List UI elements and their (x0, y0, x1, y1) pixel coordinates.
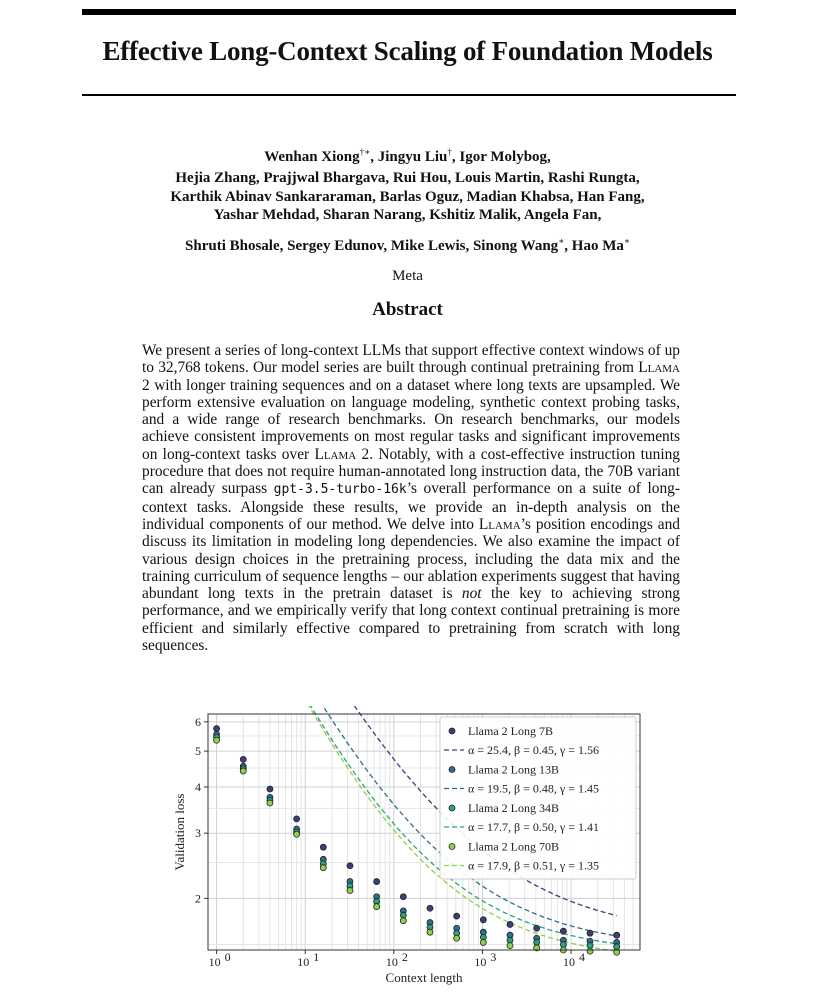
title-rule-bottom (82, 94, 736, 96)
x-tick-exponent: 0 (224, 950, 231, 964)
author-line-1: Wenhan Xiong†∗, Jingyu Liu†, Igor Molybog, (264, 147, 551, 165)
author-line-3: Karthik Abinav Sankararaman, Barlas Oguz, Madian Khabsa, Han Fang, (170, 189, 645, 205)
abstract-heading: Abstract (372, 299, 443, 320)
x-tick-exponent: 1 (313, 950, 320, 964)
data-point (240, 756, 246, 762)
data-point (534, 925, 540, 931)
chart-legend (440, 717, 636, 879)
data-point (347, 863, 353, 869)
data-point (400, 894, 406, 900)
data-point (374, 904, 380, 910)
data-point (614, 944, 620, 950)
author-line-4: Yashar Mehdad, Sharan Narang, Kshitiz Malik, Angela Fan, (213, 207, 602, 223)
data-point (480, 917, 486, 923)
legend-fit-label: α = 25.4, β = 0.45, γ = 1.56 (468, 743, 599, 757)
data-point (614, 932, 620, 938)
abstract-body: We present a series of long-context LLMs that support effective context windows of up to 32,768 tokens. Our model series are built through continual pretraining from Llama 2 with longer training sequences and on a dataset where long texts are upsampled. We perform extensive evaluation on language modeling, synthetic context probing tasks, and a wide range of research benchmarks. On research benchmarks, our models achieve consistent improvements on most regular tasks and significant improvements on long-context tasks over Llama 2. Notably, with a cost-effective instruction tuning procedure that does not require human-annotated long instruction data, the 70B variant can already surpass gpt-3.5-turbo-16k’s overall performance on a suite of long-context tasks. Alongside these results, we provide an in-depth analysis on the individual components of our method. We delve into Llama’s position encodings and discuss its limitation in modeling long dependencies. We also examine the impact of various design choices in the pretraining process, including the data mix and the training curriculum of sequence lengths – our ablation experiments suggest that having abundant long texts in the pretrain dataset is not the key to achieving strong performance, and we empirically verify that long context continual pretraining is more efficient and similarly effective compared to pretraining from scratch with long sequences. (142, 342, 680, 655)
legend-label: Llama 2 Long 7B (468, 724, 553, 738)
x-tick-exponent: 4 (579, 950, 586, 964)
data-point (454, 935, 460, 941)
legend-fit-label: α = 19.5, β = 0.48, γ = 1.45 (468, 781, 599, 796)
data-point (587, 930, 593, 936)
data-point (214, 726, 220, 732)
data-point (294, 816, 300, 822)
data-point (374, 879, 380, 885)
data-point (320, 844, 326, 850)
y-tick-label: 4 (195, 779, 201, 794)
data-point (560, 928, 566, 934)
x-axis-label: Context length (385, 970, 463, 985)
model-name-code: gpt-3.5-turbo-16k (273, 482, 407, 498)
legend-marker (449, 844, 455, 850)
data-point (214, 737, 220, 743)
affiliation: Meta (392, 268, 423, 284)
y-tick-label: 6 (195, 714, 201, 729)
paper-title: Effective Long-Context Scaling of Foundation Models (102, 36, 713, 66)
x-tick-label: 10 (563, 955, 576, 969)
x-tick-label: 10 (208, 955, 221, 969)
y-axis-label: Validation loss (172, 793, 187, 871)
data-point (267, 800, 273, 806)
data-point (507, 921, 513, 927)
x-tick-label: 10 (385, 955, 398, 969)
title-rule-top (82, 9, 736, 15)
data-point (507, 943, 513, 949)
x-tick-label: 10 (474, 955, 487, 969)
legend-box (440, 717, 636, 879)
legend-marker (449, 767, 455, 773)
data-point (240, 768, 246, 774)
legend-fit-label: α = 17.7, β = 0.50, γ = 1.41 (468, 820, 599, 834)
data-point (454, 913, 460, 919)
y-tick-label: 2 (195, 891, 201, 906)
author-line-2: Hejia Zhang, Prajjwal Bhargava, Rui Hou, Louis Martin, Rashi Rungta, (175, 170, 640, 186)
legend-fit-label: α = 17.9, β = 0.51, γ = 1.35 (468, 858, 599, 873)
validation-loss-chart (168, 706, 648, 986)
data-point (320, 865, 326, 871)
legend-marker (449, 728, 455, 734)
y-tick-label: 5 (195, 744, 201, 759)
legend-label: Llama 2 Long 13B (468, 762, 559, 777)
data-point (480, 939, 486, 945)
data-point (294, 831, 300, 837)
data-point (587, 948, 593, 954)
x-tick-label: 10 (297, 955, 310, 969)
legend-label: Llama 2 Long 34B (468, 801, 559, 815)
data-point (400, 918, 406, 924)
legend-label: Llama 2 Long 70B (468, 839, 559, 854)
y-tick-label: 3 (195, 826, 201, 841)
data-point (427, 929, 433, 935)
legend-marker (449, 805, 455, 811)
data-point (347, 887, 353, 893)
data-point (267, 786, 273, 792)
x-tick-exponent: 2 (401, 950, 408, 964)
data-point (427, 905, 433, 911)
x-tick-exponent: 3 (490, 950, 497, 964)
author-line-5: Shruti Bhosale, Sergey Edunov, Mike Lewis, Sinong Wang∗, Hao Ma∗ (185, 236, 630, 254)
